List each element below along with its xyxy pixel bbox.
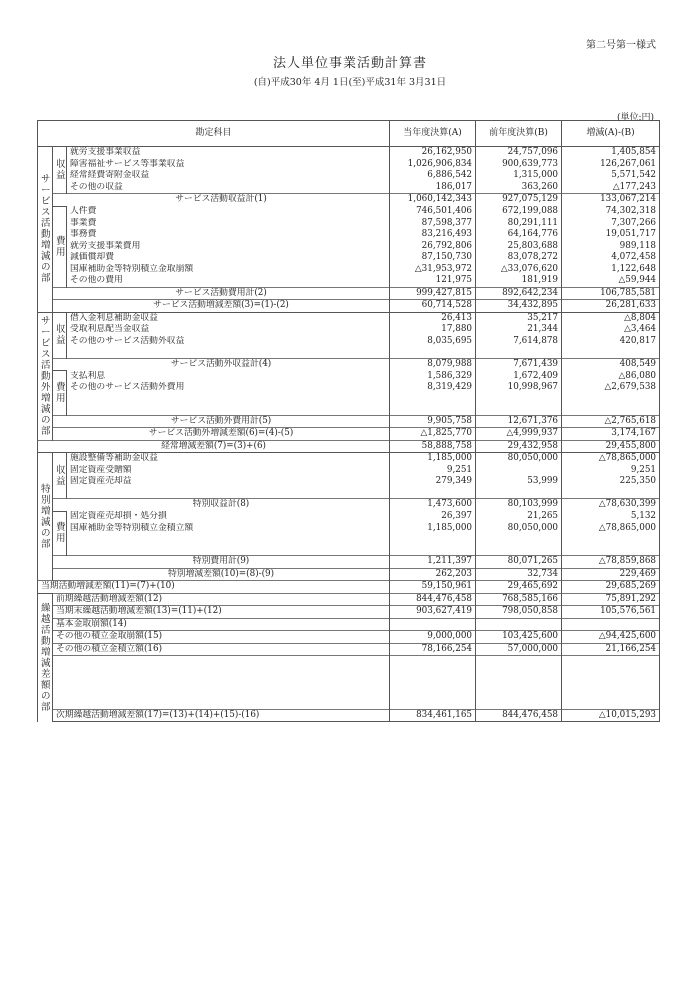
blank-cell: [562, 347, 660, 358]
blank-cell: [53, 688, 390, 699]
account-name: 事務費: [67, 229, 390, 241]
value-cur: 834,461,165: [390, 709, 476, 722]
blank-cell: [476, 394, 562, 405]
blank-cell: [67, 545, 390, 556]
value-prev: 53,999: [476, 476, 562, 488]
value-prev: 24,757,096: [476, 147, 562, 159]
value-diff: △86,080: [562, 371, 660, 383]
blank-cell: [390, 394, 476, 405]
value-cur: 26,397: [390, 511, 476, 523]
value-diff: 3,174,167: [562, 428, 660, 441]
value-prev: 768,585,166: [476, 593, 562, 606]
value-cur: 1,185,000: [390, 453, 476, 465]
blank-cell: [562, 404, 660, 415]
value-prev: 34,432,895: [476, 300, 562, 313]
value-diff: △94,425,600: [562, 631, 660, 644]
value-diff: 4,072,458: [562, 252, 660, 264]
revenue-group-label: [53, 147, 67, 194]
table-row: [38, 312, 660, 324]
value-cur: 87,150,730: [390, 252, 476, 264]
current-net-label: 当期活動増減差額(11)=(7)+(10): [38, 581, 390, 594]
blank-cell: [562, 656, 660, 667]
value-diff: 21,166,254: [562, 643, 660, 656]
net-label: サービス活動外増減差額(6)=(4)-(5): [53, 428, 390, 441]
value-diff: △78,865,000: [562, 453, 660, 465]
subtotal-row: [38, 556, 660, 569]
blank-cell: [390, 534, 476, 545]
section-label-non_service-text: サービス活動外増減の部: [41, 315, 51, 437]
table-row: [38, 336, 660, 348]
value-cur: 8,079,988: [390, 358, 476, 371]
value-cur: 999,427,815: [390, 287, 476, 300]
current-net-row: [38, 581, 660, 594]
revenue-group-label: [53, 312, 67, 358]
table-header-row: [38, 121, 660, 147]
value-prev: △33,076,620: [476, 264, 562, 276]
value-prev: 25,803,688: [476, 241, 562, 253]
account-name: 国庫補助金等特別積立金取崩額: [67, 264, 390, 276]
blank-row: [38, 667, 660, 678]
subtotal-label: サービス活動収益計(1): [53, 194, 390, 207]
expense-group-label: [53, 511, 67, 556]
value-diff: 75,891,292: [562, 593, 660, 606]
value-diff: △78,859,868: [562, 556, 660, 569]
blank-cell: [53, 667, 390, 678]
blank-row: [38, 688, 660, 699]
value-diff: 420,817: [562, 336, 660, 348]
value-diff: 989,118: [562, 241, 660, 253]
table-row: [38, 159, 660, 171]
value-diff: 229,469: [562, 568, 660, 581]
value-diff: △10,015,293: [562, 709, 660, 722]
value-diff: 106,785,581: [562, 287, 660, 300]
blank-cell: [562, 667, 660, 678]
table-row: [38, 264, 660, 276]
blank-cell: [562, 677, 660, 688]
value-prev: 21,344: [476, 324, 562, 336]
header-previous: 前年度決算(B): [476, 121, 562, 147]
blank-cell: [390, 545, 476, 556]
blank-cell: [476, 656, 562, 667]
value-cur: 1,060,142,343: [390, 194, 476, 207]
value-diff: △2,765,618: [562, 415, 660, 428]
blank-cell: [53, 698, 390, 709]
value-prev: 7,614,878: [476, 336, 562, 348]
table-row: [38, 218, 660, 230]
blank-cell: [390, 347, 476, 358]
value-prev: 798,050,858: [476, 606, 562, 619]
blank-row: [38, 404, 660, 415]
value-cur: 87,598,377: [390, 218, 476, 230]
value-prev: 672,199,088: [476, 206, 562, 218]
subtotal-row: [38, 499, 660, 512]
table-row: [38, 382, 660, 394]
account-name: 固定資産売却損・処分損: [67, 511, 390, 523]
subtotal-label: サービス活動外収益計(4): [53, 358, 390, 371]
account-name: その他のサービス活動外費用: [67, 382, 390, 394]
table-row: [38, 476, 660, 488]
table-row: [38, 465, 660, 477]
value-prev: 57,000,000: [476, 643, 562, 656]
value-diff: 9,251: [562, 465, 660, 477]
account-name: 受取利息配当金収益: [67, 324, 390, 336]
table-row: [38, 371, 660, 383]
header-account: 勘定科目: [38, 121, 390, 147]
blank-cell: [476, 688, 562, 699]
blank-cell: [390, 677, 476, 688]
value-prev: 892,642,234: [476, 287, 562, 300]
account-name: その他のサービス活動外収益: [67, 336, 390, 348]
value-prev: 10,998,967: [476, 382, 562, 394]
account-name: 人件費: [67, 206, 390, 218]
value-prev: △4,999,937: [476, 428, 562, 441]
section-label-carryover: [38, 593, 53, 722]
account-name: その他の費用: [67, 275, 390, 287]
value-prev: 80,103,999: [476, 499, 562, 512]
blank-row: [38, 534, 660, 545]
account-name: その他の積立金取崩額(15): [53, 631, 390, 644]
value-prev: 80,071,265: [476, 556, 562, 569]
value-prev: 363,260: [476, 182, 562, 194]
blank-row: [38, 347, 660, 358]
blank-cell: [476, 698, 562, 709]
value-diff: 29,685,269: [562, 581, 660, 594]
expense-group-label-text: 費用: [56, 522, 66, 545]
blank-row: [38, 394, 660, 405]
revenue-group-label-text: 収益: [56, 159, 66, 181]
net-row: [38, 428, 660, 441]
blank-cell: [476, 488, 562, 499]
revenue-group-label: [53, 453, 67, 499]
subtotal-label: サービス活動外費用計(5): [53, 415, 390, 428]
ordinary-net-row: [38, 440, 660, 453]
account-name: 施設整備等補助金収益: [67, 453, 390, 465]
value-prev: 844,476,458: [476, 709, 562, 722]
blank-cell: [476, 545, 562, 556]
value-prev: 900,639,773: [476, 159, 562, 171]
account-name: その他の収益: [67, 182, 390, 194]
blank-cell: [390, 404, 476, 415]
value-prev: 103,425,600: [476, 631, 562, 644]
value-prev: 1,672,409: [476, 371, 562, 383]
value-diff: 29,455,800: [562, 440, 660, 453]
blank-cell: [390, 698, 476, 709]
blank-cell: [390, 667, 476, 678]
value-prev: 927,075,129: [476, 194, 562, 207]
value-diff: 225,350: [562, 476, 660, 488]
expense-group-label-text: 費用: [56, 381, 66, 404]
table-row: [38, 252, 660, 264]
subtotal-row: [38, 358, 660, 371]
value-diff: 133,067,214: [562, 194, 660, 207]
value-cur: 9,251: [390, 465, 476, 477]
blank-cell: [562, 698, 660, 709]
value-prev: 64,164,776: [476, 229, 562, 241]
net-label: サービス活動増減差額(3)=(1)-(2): [53, 300, 390, 313]
blank-cell: [53, 677, 390, 688]
expense-group-label: [53, 206, 67, 287]
blank-row: [38, 656, 660, 667]
value-cur: 26,162,950: [390, 147, 476, 159]
blank-cell: [562, 545, 660, 556]
value-diff: 19,051,717: [562, 229, 660, 241]
blank-cell: [562, 394, 660, 405]
table-row: [38, 147, 660, 159]
table-row: [38, 324, 660, 336]
net-row: [38, 568, 660, 581]
value-prev: 181,919: [476, 275, 562, 287]
account-name: 固定資産受贈額: [67, 465, 390, 477]
value-diff: △78,865,000: [562, 523, 660, 535]
value-diff: 408,549: [562, 358, 660, 371]
blank-cell: [476, 347, 562, 358]
next-carryover-row: [38, 709, 660, 722]
table-row: [38, 241, 660, 253]
section-label-service: [38, 147, 53, 313]
blank-row: [38, 545, 660, 556]
header-current: 当年度決算(A): [390, 121, 476, 147]
account-name: 障害福祉サービス等事業収益: [67, 159, 390, 171]
value-cur: 9,000,000: [390, 631, 476, 644]
value-prev: 83,078,272: [476, 252, 562, 264]
value-diff: 5,571,542: [562, 170, 660, 182]
form-number: 第二号第一様式: [586, 40, 656, 51]
account-name: 就労支援事業費用: [67, 241, 390, 253]
value-cur: 1,026,906,834: [390, 159, 476, 171]
expense-group-label-text: 費用: [56, 235, 66, 258]
blank-cell: [67, 347, 390, 358]
table-row: [38, 229, 660, 241]
blank-row: [38, 677, 660, 688]
value-diff: [562, 618, 660, 631]
blank-cell: [53, 656, 390, 667]
value-diff: 1,405,854: [562, 147, 660, 159]
blank-cell: [562, 688, 660, 699]
value-diff: △3,464: [562, 324, 660, 336]
value-prev: 29,465,692: [476, 581, 562, 594]
value-cur: 1,185,000: [390, 523, 476, 535]
blank-cell: [562, 534, 660, 545]
section-label-special: [38, 453, 53, 581]
value-cur: 8,319,429: [390, 382, 476, 394]
account-name: 国庫補助金等特別積立金積立額: [67, 523, 390, 535]
value-cur: 9,905,758: [390, 415, 476, 428]
table-row: [38, 643, 660, 656]
value-diff: 1,122,648: [562, 264, 660, 276]
value-prev: 80,291,111: [476, 218, 562, 230]
blank-row: [38, 488, 660, 499]
net-row: [38, 300, 660, 313]
table-row: [38, 523, 660, 535]
subtotal-label: 特別収益計(8): [53, 499, 390, 512]
value-cur: 6,886,542: [390, 170, 476, 182]
section-label-carryover-text: 繰越活動増減差額の部: [41, 602, 51, 713]
subtotal-label: 特別費用計(9): [53, 556, 390, 569]
table-row: [38, 206, 660, 218]
activity-statement-table: [37, 120, 660, 722]
blank-cell: [67, 488, 390, 499]
value-cur: 26,413: [390, 312, 476, 324]
account-name: 借入金利息補助金収益: [67, 312, 390, 324]
value-cur: 59,150,961: [390, 581, 476, 594]
blank-cell: [390, 688, 476, 699]
value-prev: 12,671,376: [476, 415, 562, 428]
next-carryover-label: 次期繰越活動増減差額(17)=(13)+(14)+(15)-(16): [53, 709, 390, 722]
table-row: [38, 511, 660, 523]
value-prev: 35,217: [476, 312, 562, 324]
value-cur: 903,627,419: [390, 606, 476, 619]
subtotal-row: [38, 194, 660, 207]
subtotal-row: [38, 287, 660, 300]
account-name: 固定資産売却益: [67, 476, 390, 488]
table-row: [38, 618, 660, 631]
value-diff: 26,281,633: [562, 300, 660, 313]
value-prev: 32,734: [476, 568, 562, 581]
value-cur: 186,017: [390, 182, 476, 194]
ordinary-net-label: 経常増減差額(7)=(3)+(6): [38, 440, 390, 453]
blank-cell: [390, 488, 476, 499]
table-row: [38, 593, 660, 606]
table-row: [38, 182, 660, 194]
blank-cell: [476, 534, 562, 545]
value-diff: 126,267,061: [562, 159, 660, 171]
value-diff: △2,679,538: [562, 382, 660, 394]
section-label-service-text: サービス活動増減の部: [41, 174, 51, 285]
table-row: [38, 631, 660, 644]
blank-cell: [67, 394, 390, 405]
value-prev: [476, 465, 562, 477]
header-diff: 増減(A)-(B): [562, 121, 660, 147]
account-name: 減価償却費: [67, 252, 390, 264]
value-prev: [476, 618, 562, 631]
value-cur: 58,888,758: [390, 440, 476, 453]
subtotal-label: サービス活動費用計(2): [53, 287, 390, 300]
value-diff: △177,243: [562, 182, 660, 194]
account-name: 就労支援事業収益: [67, 147, 390, 159]
table-row: [38, 606, 660, 619]
value-diff: 74,302,318: [562, 206, 660, 218]
value-cur: 17,880: [390, 324, 476, 336]
blank-cell: [476, 667, 562, 678]
period: (自)平成30年 4月 1日(至)平成31年 3月31日: [253, 77, 447, 88]
value-diff: 5,132: [562, 511, 660, 523]
value-cur: △1,825,770: [390, 428, 476, 441]
blank-row: [38, 698, 660, 709]
table-row: [38, 453, 660, 465]
blank-cell: [476, 677, 562, 688]
value-cur: △31,953,972: [390, 264, 476, 276]
value-diff: 7,307,266: [562, 218, 660, 230]
value-cur: 60,714,528: [390, 300, 476, 313]
value-cur: 844,476,458: [390, 593, 476, 606]
value-diff: △8,804: [562, 312, 660, 324]
value-cur: 26,792,806: [390, 241, 476, 253]
value-prev: 80,050,000: [476, 523, 562, 535]
value-prev: 29,432,958: [476, 440, 562, 453]
blank-cell: [67, 534, 390, 545]
account-name: 支払利息: [67, 371, 390, 383]
value-prev: 80,050,000: [476, 453, 562, 465]
value-cur: 1,473,600: [390, 499, 476, 512]
value-cur: 83,216,493: [390, 229, 476, 241]
value-cur: 78,166,254: [390, 643, 476, 656]
account-name: 事業費: [67, 218, 390, 230]
table-row: [38, 170, 660, 182]
account-name: 基本金取崩額(14): [53, 618, 390, 631]
blank-cell: [390, 656, 476, 667]
value-cur: 1,211,397: [390, 556, 476, 569]
value-cur: 8,035,695: [390, 336, 476, 348]
account-name: その他の積立金積立額(16): [53, 643, 390, 656]
net-label: 特別増減差額(10)=(8)-(9): [53, 568, 390, 581]
revenue-group-label-text: 収益: [56, 464, 66, 487]
value-diff: △78,630,399: [562, 499, 660, 512]
account-name: 前期繰越活動増減差額(12): [53, 593, 390, 606]
subtotal-row: [38, 415, 660, 428]
value-cur: [390, 618, 476, 631]
value-prev: 21,265: [476, 511, 562, 523]
value-cur: 746,501,406: [390, 206, 476, 218]
blank-cell: [67, 404, 390, 415]
value-diff: 105,576,561: [562, 606, 660, 619]
account-name: 当期末繰越活動増減差額(13)=(11)+(12): [53, 606, 390, 619]
value-diff: △59,944: [562, 275, 660, 287]
value-cur: 1,586,329: [390, 371, 476, 383]
value-cur: 262,203: [390, 568, 476, 581]
unit-label: (単位:円): [616, 113, 654, 123]
blank-cell: [562, 488, 660, 499]
document-title: 法人単位事業活動計算書: [272, 56, 427, 71]
blank-cell: [476, 404, 562, 415]
value-cur: 279,349: [390, 476, 476, 488]
value-prev: 1,315,000: [476, 170, 562, 182]
table-row: [38, 275, 660, 287]
section-label-non_service: [38, 312, 53, 440]
value-cur: 121,975: [390, 275, 476, 287]
expense-group-label: [53, 371, 67, 416]
account-name: 経常経費寄附金収益: [67, 170, 390, 182]
value-prev: 7,671,439: [476, 358, 562, 371]
revenue-group-label-text: 収益: [56, 324, 66, 346]
section-label-special-text: 特別増減の部: [41, 483, 51, 550]
